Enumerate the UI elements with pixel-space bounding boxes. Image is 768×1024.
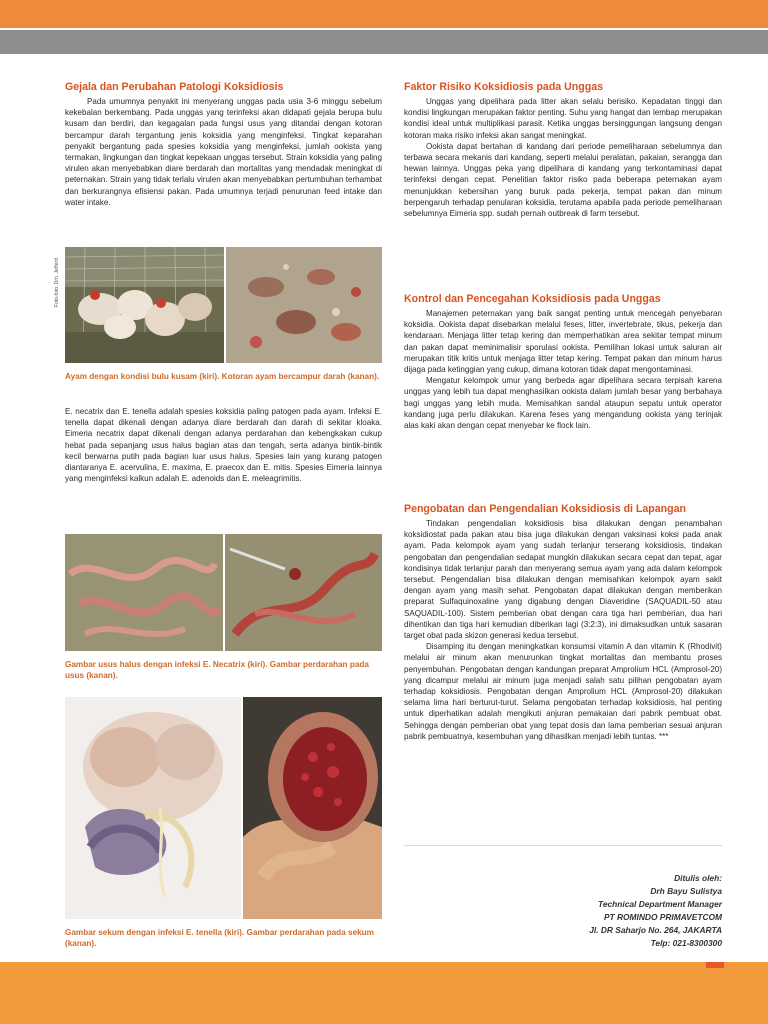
paragraph-gejala [65, 96, 382, 208]
caption-chickens: Ayam dengan kondisi bulu kusam (kiri). Kotoran ayam bercampur darah (kanan). [65, 372, 380, 381]
section-title-pengobatan: Pengobatan dan Pengendalian Koksidiosis di Lapangan [404, 503, 686, 515]
paragraph-pengobatan [404, 518, 722, 742]
photo-cecum-bleeding [243, 697, 382, 919]
section-title-gejala: Gejala dan Perubahan Patologi Koksidiosis [65, 81, 284, 93]
photo-credit: Foto-foto: Drh. Jefferd [54, 258, 60, 307]
section-title-kontrol: Kontrol dan Pencegahan Koksidiosis pada Unggas [404, 293, 661, 305]
author-label: Ditulis oleh: [674, 873, 722, 883]
paragraph-faktor-risiko-2: Ookista dapat bertahan di kandang dari periode pemeliharaan sebelumnya dan terbawa secara mekanis dari kandang, seperti melalui peralatan, pakaian, serangga dan hewan lainnya. Unggas peka yang dipelihara di kandang yang terkontaminasi dapat terinfeksi dengan cepat. Penelitian faktor risiko pada beberapa peternakan ayam menunjukkan kebersihan yang buruk pada pekerja, tempat pakan dan minum berpengaruh terhadap penularan koksidia, terutama apabila pada periode pemeliharaan sebelumnya Eimeria spp. sudah pernah outbreak di farm tersebut. [404, 141, 722, 219]
section-title-faktor-risiko: Faktor Risiko Koksidiosis pada Unggas [404, 81, 603, 93]
author-address: Jl. DR Saharjo No. 264, JAKARTA [589, 925, 722, 936]
section-divider [404, 845, 722, 846]
paragraph-faktor-risiko-1: Unggas yang dipelihara pada litter akan selalu berisiko. Kepadatan tinggi dan kondisi lingkungan merupakan faktor penting. Suhu yang hangat dan lembap merupakan kondisi ideal untuk multiplikasi parasit. Ketika unggas bersinggungan langsung dengan kotoran maka risiko infeksi akan sangat meningkat. [404, 97, 722, 140]
paragraph-pengobatan-2: Disamping itu dengan meningkatkan konsumsi vitamin A dan vitamin K (Rhodivit) melalui air minum akan menurunkan tingkat mortalitas dan membantu proses penyembuhan. Pengobatan dengan kandungan preparat Amprolium HCL (Amprosol-20) yang dicampur melalui air minum juga menjadi salah satu pilihan pengobatan ayam terhadap koksidiosis. Pengobatan dengan Amprolium HCL (Amprosol-20) dilakukan selama lima hari berturut-turut. Selama pengobatan terhadap koksidiosis, hal penting untuk diperhatikan adalah mengikuti anjuran pemakaian dari pabrik pembuat obat. Sehingga dengan pemberian obat yang tepat dosis dan lama pemberian sesuai anjuran pabrik pembuatnya, kesembuhan yang dihasilkan menjadi lebih tuntas. *** [404, 642, 722, 741]
paragraph-species [65, 406, 382, 484]
author-block [520, 872, 722, 951]
paragraph-kontrol-1: Manajemen peternakan yang baik sangat penting untuk mencegah penyebaran koksidia. Ookista dapat disebarkan melalui feses, litter, invertebrate, tikus, pekerja dan kendaraan. Menjaga litter tetap kering dan memperhatikan area sekitar tempat minum dan pakan dapat meminimalisir sporulasi ookista. Pemilihan lokasi untuk saluran air merupakan titik kritis untuk menjaga litter tetap kering. Tempat pakan dan minum harus dijaga pada ketinggian yang cukup, dimana kotoran tidak dapat mengontaminasi. [404, 309, 722, 375]
photo-small-intestine [65, 534, 223, 651]
paragraph-pengobatan-1: Tindakan pengendalian koksidiosis bisa dilakukan dengan penambahan koksidiostat pada pakan atau bisa juga dilakukan dengan vaksinasi koksi pada anak ayam. Pada kelompok ayam yang sudah terlanjur terserang koksidiosis, tindakan pengobatan dan pengendalian sedapat mungkin dilakukan secara cepat dan tepat, agar kondisinya tidak terlanjur parah dan menyerang semua ayam yang ada dalam kelompok tersebut. Pengendalian bisa dilakukan dengan memisahkan kelompok ayam sakit dengan ayam yang masih sehat. Pengobatan dapat dilakukan dengan memberikan preparat Sulfaquinoxaline yang digabung dengan Diaveridine (SAQUADIL-50 atau SAQUADIL-100). Sistem pemberian obat dengan cara tiga hari pemberian, dua hari dihentikan dan tiga hari kemudian diberikan lagi (3:2:3), ini dimaksudkan untuk sasaran target obat pada skizon generasi kedua tersebut. [404, 519, 722, 641]
paragraph-species-text: E. necatrix dan E. tenella adalah spesies koksidia paling patogen pada ayam. Infeksi E. tenella dapat dikenali dengan adanya diare berdarah dan darah di sekitar kloaka. Eimeria necatrix dapat dikenali dengan adanya perdarahan dan kebengkakan cukup hebat pada sepanjang usus halus bagian atas dan tengah, serta adanya bintik-bintik kecil berwarna putih pada bagian luar usus halus. Spesies lain yang kurang patogen diantaranya E. acervulina, E. maxima, E. praecox dan E. mitis. Spesies Eimeria lainnya yang menginfeksi kalkun adalah E. adenoids dan E. meleagrimitis. [65, 407, 382, 484]
author-title: Technical Department Manager [598, 899, 722, 910]
caption-intestine: Gambar usus halus dengan infeksi E. Necatrix (kiri). Gambar perdarahan pada usus (kanan). [65, 660, 369, 681]
header-orange-band [0, 0, 768, 28]
author-company: PT ROMINDO PRIMAVETCOM [603, 912, 722, 923]
photo-intestine-bleeding [225, 534, 382, 651]
header-gray-band [0, 30, 768, 54]
author-name: Drh Bayu Sulistya [650, 886, 722, 897]
paragraph-gejala-text: Pada umumnya penyakit ini menyerang unggas pada usia 3-6 minggu sebelum kekebalan berkembang. Pada unggas yang terinfeksi akan didapati gejala berupa bulu kusam dan berdiri, dan kegagalan pada fungsi usus yang ditandai dengan kotoran bercampur darah tergantung jenis koksidia yang menginfeksi. Tingkat keparahan penyakit bergantung pada spesies koksidia yang menginfeksi, jumlah ookista yang termakan, lingkungan dan tingkat kepekaan unggas tersebut. Strain koksidia yang paling virulen akan menyebabkan diare berdarah dan mortalitas yang mendadak meningkat di peternakan. Strain yang tidak terlalu virulen akan menyebabkan pertumbuhan terhambat dan berkurangnya efisiensi pakan. Pada umumnya terjadi penurunan feed intake dan water intake. [65, 97, 382, 207]
footer-orange-band [0, 962, 768, 1024]
paragraph-kontrol [404, 308, 722, 431]
author-phone: Telp: 021-8300300 [650, 938, 722, 949]
photo-cecum-infection [65, 697, 241, 919]
photo-chickens-dull-feathers [65, 247, 224, 363]
paragraph-kontrol-2: Mengatur kelompok umur yang berbeda agar dipelihara secara terpisah karena unggas yang lebih tua dapat menghasilkan ookista dalam jumlah besar yang berbahaya bagi unggas yang lebih muda. Memisahkan sandal ataupun sepatu untuk operator kandang juga perlu dilakukan. Karena feses yang mengandung ookista yang terinjak alas kaki akan dengan cepat menyebar ke flock lain. [404, 376, 722, 431]
paragraph-faktor-risiko [404, 96, 722, 219]
photo-bloody-droppings [226, 247, 382, 363]
footer-accent-mark [706, 962, 724, 968]
caption-cecum: Gambar sekum dengan infeksi E. tenella (kiri). Gambar perdarahan pada sekum (kanan). [65, 928, 374, 949]
